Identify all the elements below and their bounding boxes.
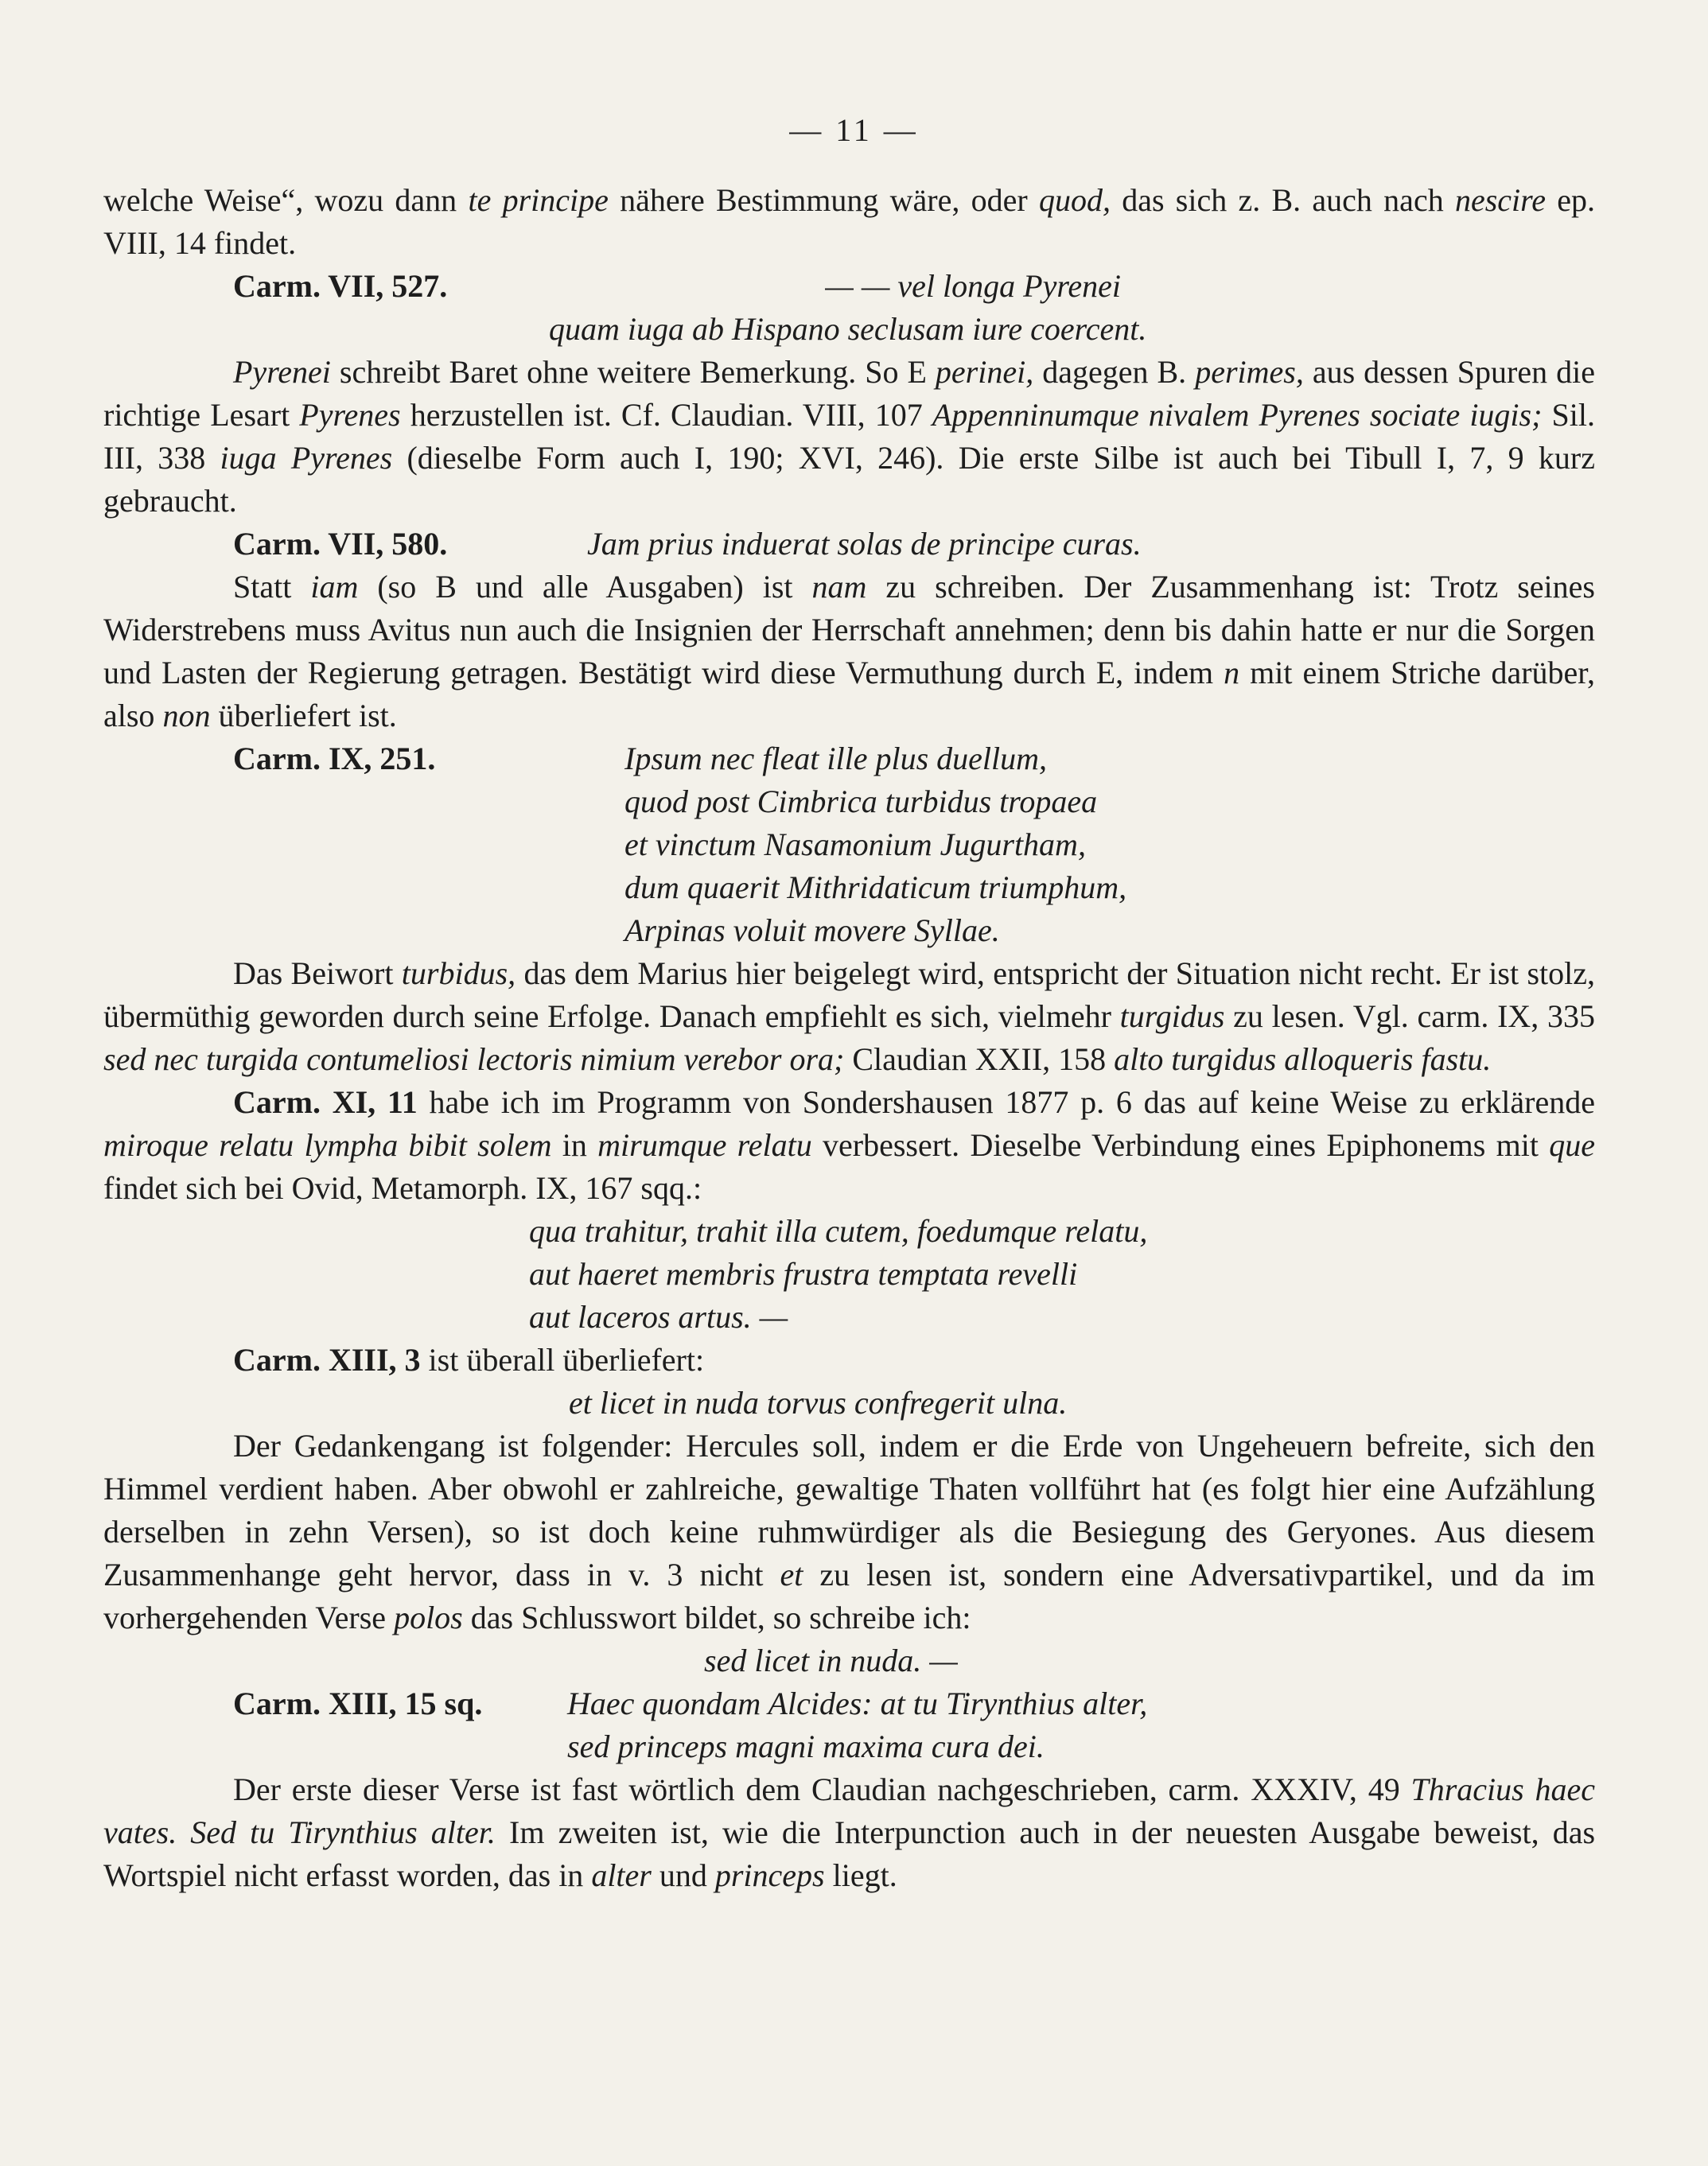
text: zu lesen ist, sondern eine Adversativpartikel, und da im vorhergehenden Verse	[103, 1557, 1595, 1635]
section-heading: Carm. XIII, 15 sq.	[233, 1686, 483, 1721]
text: das Schlusswort bildet, so schreibe ich:	[462, 1600, 971, 1635]
text: schreibt Baret ohne weitere Bemerkung. So E	[330, 354, 936, 390]
text: (so B und alle Ausgaben) ist	[358, 569, 812, 605]
verse-line: qua trahitur, trahit illa cutem, foedumque relatu,	[529, 1213, 1148, 1249]
italic-text: Thracius haec vates. Sed tu Tirynthius alter.	[103, 1771, 1595, 1850]
italic-text: alter	[591, 1857, 652, 1893]
verse-line: et licet in nuda torvus confregerit ulna.	[569, 1385, 1068, 1421]
text: Claudian XXII, 158	[844, 1041, 1115, 1077]
verse-block	[624, 737, 1126, 952]
verse-line: dum quaerit Mithridaticum triumphum,	[624, 869, 1127, 905]
verse-line: Ipsum nec fleat ille plus duellum,	[624, 741, 1048, 776]
body-text	[103, 179, 1595, 1897]
verse-line: Arpinas voluit movere Syllae.	[624, 912, 1000, 948]
italic-text: non	[162, 698, 211, 733]
text: Statt	[233, 569, 311, 605]
text: (dieselbe Form auch I, 190; XVI, 246). Die erste Silbe ist auch bei Tibull I, 7, 9 kurz gebraucht.	[103, 440, 1595, 519]
italic-text: turbidus,	[401, 955, 516, 991]
text: dagegen B.	[1033, 354, 1196, 390]
carm-ix-251-block	[103, 737, 1595, 952]
verse-line: aut haeret membris frustra temptata revelli	[529, 1256, 1078, 1292]
italic-text: perimes,	[1195, 354, 1304, 390]
verse-line: quam iuga ab Hispano seclusam iure coercent.	[549, 311, 1147, 347]
text: mit einem Striche darüber, also	[103, 655, 1596, 733]
italic-text: et	[780, 1557, 803, 1592]
italic-text: que	[1549, 1127, 1596, 1163]
carm-vii-527-line	[103, 265, 1595, 308]
text: zu schreiben. Der Zusammenhang ist: Trotz seines Widerstrebens muss Avitus nun auch die Insignien der Herrschaft annehmen; denn bis dahin hatte er nur die Sorgen und Lasten der Regierung getragen. Bestätigt wird diese Vermuthung durch E, indem	[103, 569, 1595, 690]
verse-line: Jam prius induerat solas de principe curas.	[587, 526, 1142, 562]
italic-text: Pyrenes	[299, 397, 401, 433]
verse-line: aut laceros artus. —	[529, 1299, 788, 1335]
verse-line: et vinctum Nasamonium Jugurtham,	[624, 826, 1086, 862]
section-heading: Carm. IX, 251.	[233, 741, 436, 776]
text: das dem Marius hier beigelegt wird, entspricht der Situation nicht recht. Er ist stolz, übermüthig geworden durch seine Erfolge. Danach empfiehlt es sich, vielmehr	[103, 955, 1595, 1034]
italic-text: iuga Pyrenes	[220, 440, 393, 476]
paragraph-5	[103, 1081, 1595, 1210]
verse-line: quod post Cimbrica turbidus tropaea	[624, 784, 1098, 819]
text: ep. VIII, 14 findet.	[103, 182, 1595, 261]
paragraph-7	[103, 1768, 1595, 1897]
text: ist überall überliefert:	[420, 1342, 705, 1378]
emendation-line: sed licet in nuda. —	[704, 1643, 958, 1678]
text: Im zweiten ist, wie die Interpunction auch in der neuesten Ausgabe beweist, das Wortspiel nicht erfasst worden, das in	[103, 1814, 1596, 1893]
text: Der Gedankengang ist folgender: Hercules soll, indem er die Erde von Ungeheuern befreite, sich den Himmel verdient haben. Aber obwohl er zahlreiche, gewaltige Thaten vollführt hat (es folgt hier eine Aufzählung derselben in zehn Versen), so ist doch keine ruhmwürdiger als die Besiegung des Geryones. Aus diesem Zusammenhange geht hervor, dass in v. 3 nicht	[103, 1428, 1595, 1592]
carm-vii-580-line	[103, 523, 1595, 566]
italic-text: polos	[394, 1600, 463, 1635]
text: und	[651, 1857, 715, 1893]
section-heading: Carm. XIII, 3	[233, 1342, 421, 1378]
italic-text: alto turgidus alloqueris fastu.	[1114, 1041, 1492, 1077]
text: herzustellen ist. Cf. Claudian. VIII, 107	[400, 397, 932, 433]
paragraph-4	[103, 952, 1595, 1081]
verse-block	[567, 1682, 1147, 1768]
italic-text: quod,	[1038, 182, 1111, 218]
paragraph-2	[103, 351, 1595, 523]
section-heading: Carm. VII, 580.	[233, 526, 448, 562]
text: zu lesen. Vgl. carm. IX, 335	[1224, 998, 1595, 1034]
text: das sich z. B. auch nach	[1110, 182, 1455, 218]
italic-text: iam	[310, 569, 359, 605]
paragraph-1	[103, 179, 1595, 265]
ovid-quote-block	[103, 1210, 1595, 1339]
italic-text: turgidus	[1119, 998, 1225, 1034]
text: findet sich bei Ovid, Metamorph. IX, 167 sqq.:	[103, 1170, 702, 1206]
italic-text: sed nec turgida contumeliosi lectoris nimium verebor ora;	[103, 1041, 845, 1077]
section-heading: Carm. VII, 527.	[233, 268, 448, 304]
italic-text: nam	[811, 569, 867, 605]
italic-text: perinei,	[935, 354, 1034, 390]
text: aus dessen Spuren die richtige Lesart	[103, 354, 1595, 433]
italic-text: nescire	[1454, 182, 1546, 218]
verse-line: sed princeps magni maxima cura dei.	[567, 1729, 1045, 1764]
page-number: — 11 —	[789, 112, 919, 148]
carm-xiii-3-line	[103, 1339, 1595, 1382]
text: überliefert ist.	[210, 698, 397, 733]
italic-text: Pyrenei	[233, 354, 331, 390]
text: liegt.	[824, 1857, 897, 1893]
text: in	[551, 1127, 598, 1163]
text: Der erste dieser Verse ist fast wörtlich dem Claudian nachgeschrieben, carm. XXXIV, 49	[233, 1771, 1411, 1807]
carm-xiii-15-block	[103, 1682, 1595, 1768]
text: nähere Bestimmung wäre, oder	[608, 182, 1039, 218]
section-heading: Carm. XI, 11	[233, 1084, 418, 1120]
italic-text: te principe	[468, 182, 609, 218]
text: verbessert. Dieselbe Verbindung eines Epiphonems mit	[811, 1127, 1550, 1163]
italic-text: miroque relatu lympha bibit solem	[103, 1127, 552, 1163]
paragraph-6	[103, 1425, 1595, 1639]
text: Das Beiwort	[233, 955, 402, 991]
verse-line: Haec quondam Alcides: at tu Tirynthius alter,	[567, 1686, 1148, 1721]
text: habe ich im Programm von Sondershausen 1877 p. 6 das auf keine Weise zu erklärende	[417, 1084, 1595, 1120]
text: welche Weise“, wozu dann	[103, 182, 469, 218]
verse-line: — — vel longa Pyrenei	[825, 268, 1122, 304]
paragraph-3	[103, 566, 1595, 737]
text: Sil. III, 338	[103, 397, 1595, 476]
italic-text: mirumque relatu	[597, 1127, 812, 1163]
italic-text: Appenninumque nivalem Pyrenes sociate iugis;	[932, 397, 1543, 433]
italic-text: princeps	[714, 1857, 825, 1893]
italic-text: n	[1224, 655, 1240, 690]
